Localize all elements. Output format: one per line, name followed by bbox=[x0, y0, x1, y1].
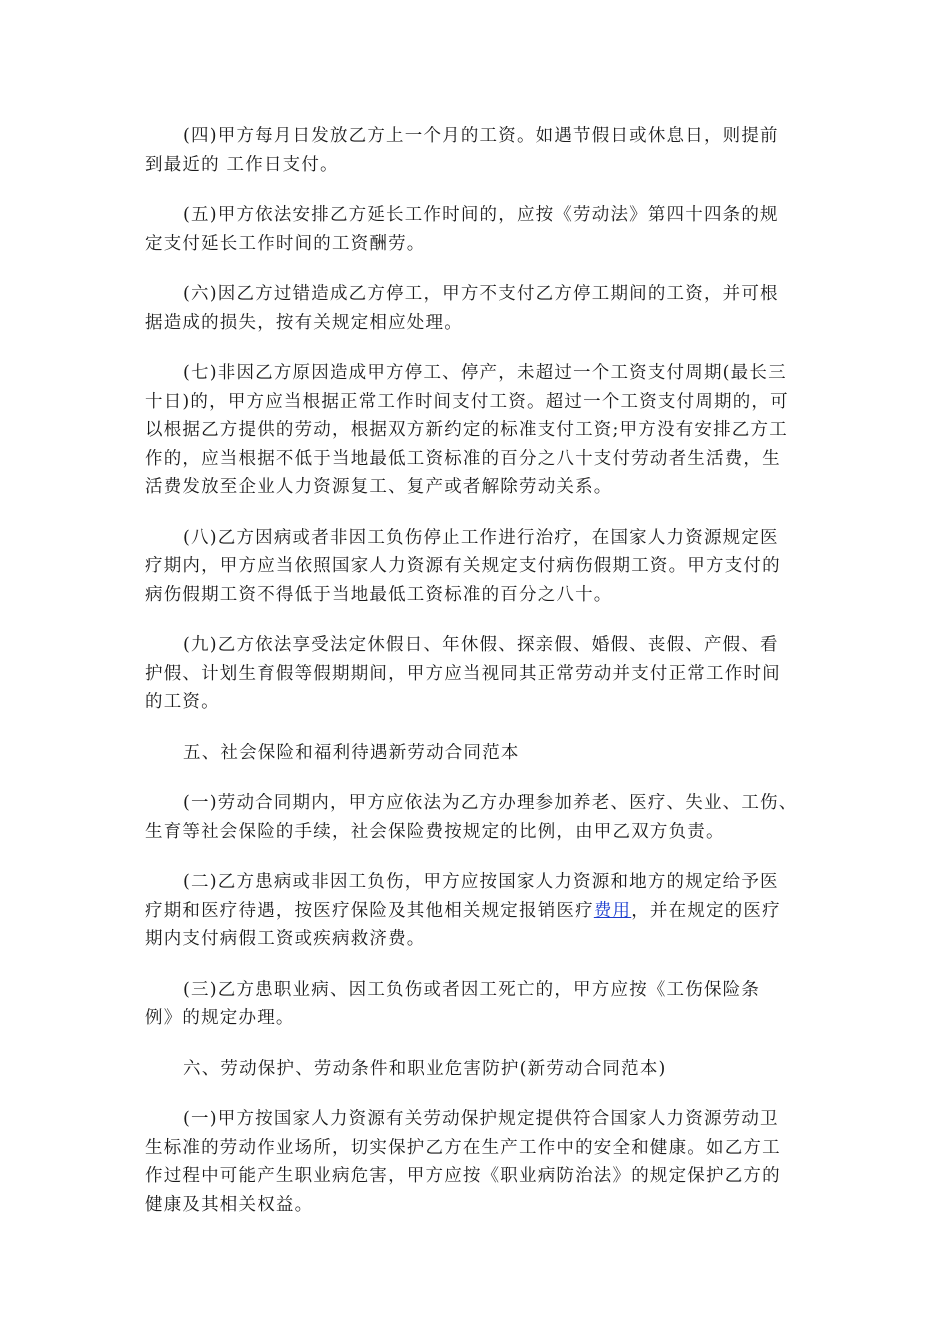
section-heading-social-insurance: 五、社会保险和福利待遇新劳动合同范本 bbox=[183, 742, 520, 763]
paragraph-wage-8 bbox=[145, 524, 800, 610]
text-line: 定支付延长工作时间的工资酬劳。 bbox=[145, 233, 426, 254]
text-line: 作的，应当根据不低于当地最低工资标准的百分之八十支付劳动者生活费，生 bbox=[145, 448, 781, 469]
text-line: 健康及其相关权益。 bbox=[145, 1194, 314, 1215]
text-line: (六)因乙方过错造成乙方停工，甲方不支付乙方停工期间的工资，并可根 bbox=[183, 284, 779, 304]
text-line: 的工资。 bbox=[145, 692, 220, 712]
text-line: 病伤假期工资不得低于当地最低工资标准的百分之八十。 bbox=[145, 584, 613, 605]
paragraph-wage-4 bbox=[145, 122, 800, 179]
text-line: (七)非因乙方原因造成甲方停工、停产，未超过一个工资支付周期(最长三 bbox=[183, 363, 787, 383]
section-heading-labor-protection: 六、劳动保护、劳动条件和职业危害防护(新劳动合同范本) bbox=[183, 1058, 667, 1079]
text-line: 例》的规定办理。 bbox=[145, 1008, 295, 1028]
text-line: 十日)的，甲方应当根据正常工作时间支付工资。超过一个工资支付周期的，可 bbox=[145, 391, 789, 412]
text-line: (五)甲方依法安排乙方延长工作时间的，应按《劳动法》第四十四条的规 bbox=[183, 205, 779, 225]
paragraph-insurance-1 bbox=[145, 789, 800, 846]
text-line bbox=[145, 897, 800, 926]
text-line: (三)乙方患职业病、因工负伤或者因工死亡的，甲方应按《工伤保险条 bbox=[183, 979, 761, 1000]
text-line: (四)甲方每月日发放乙方上一个月的工资。如遇节假日或休息日，则提前 bbox=[183, 126, 779, 146]
text-line: (九)乙方依法享受法定休假日、年休假、探亲假、婚假、丧假、产假、看 bbox=[183, 635, 779, 655]
paragraph-wage-7 bbox=[145, 359, 800, 502]
text-line: 疗期内，甲方应当依照国家人力资源有关规定支付病伤假期工资。甲方支付的 bbox=[145, 556, 781, 576]
text-segment: 疗期和医疗待遇，按医疗保险及其他相关规定报销医疗 bbox=[145, 900, 594, 921]
text-line: 作过程中可能产生职业病危害，甲方应按《职业病防治法》的规定保护乙方的 bbox=[145, 1166, 781, 1186]
expenses-link[interactable]: 费用 bbox=[593, 900, 632, 921]
text-line: (一)甲方按国家人力资源有关劳动保护规定提供符合国家人力资源劳动卫 bbox=[183, 1109, 779, 1129]
text-line: 据造成的损失，按有关规定相应处理。 bbox=[145, 312, 463, 333]
document-page bbox=[145, 122, 800, 1241]
text-line: 到最近的 工作日支付。 bbox=[145, 154, 339, 175]
text-line: 活费发放至企业人力资源复工、复产或者解除劳动关系。 bbox=[145, 477, 613, 497]
paragraph-insurance-3 bbox=[145, 976, 800, 1033]
paragraph-wage-5 bbox=[145, 201, 800, 258]
text-line: 生标准的劳动作业场所，切实保护乙方在生产工作中的安全和健康。如乙方工 bbox=[145, 1137, 781, 1158]
text-line: (八)乙方因病或者非因工负伤停止工作进行治疗，在国家人力资源规定医 bbox=[183, 527, 779, 548]
text-segment: ，并在规定的医疗 bbox=[631, 900, 781, 921]
text-line: (一)劳动合同期内，甲方应依法为乙方办理参加养老、医疗、失业、工伤、 bbox=[183, 793, 798, 813]
text-line: (二)乙方患病或非因工负伤，甲方应按国家人力资源和地方的规定给予医 bbox=[183, 872, 779, 892]
paragraph-protection-1 bbox=[145, 1105, 800, 1219]
paragraph-insurance-2 bbox=[145, 868, 800, 954]
paragraph-wage-9 bbox=[145, 631, 800, 717]
text-line: 生育等社会保险的手续，社会保险费按规定的比例，由甲乙双方负责。 bbox=[145, 821, 725, 842]
text-line: 以根据乙方提供的劳动，根据双方新约定的标准支付工资;甲方没有安排乙方工 bbox=[145, 420, 788, 440]
paragraph-wage-6 bbox=[145, 280, 800, 337]
text-line: 期内支付病假工资或疾病救济费。 bbox=[145, 929, 426, 949]
text-line: 护假、计划生育假等假期期间，甲方应当视同其正常劳动并支付正常工作时间 bbox=[145, 663, 781, 684]
